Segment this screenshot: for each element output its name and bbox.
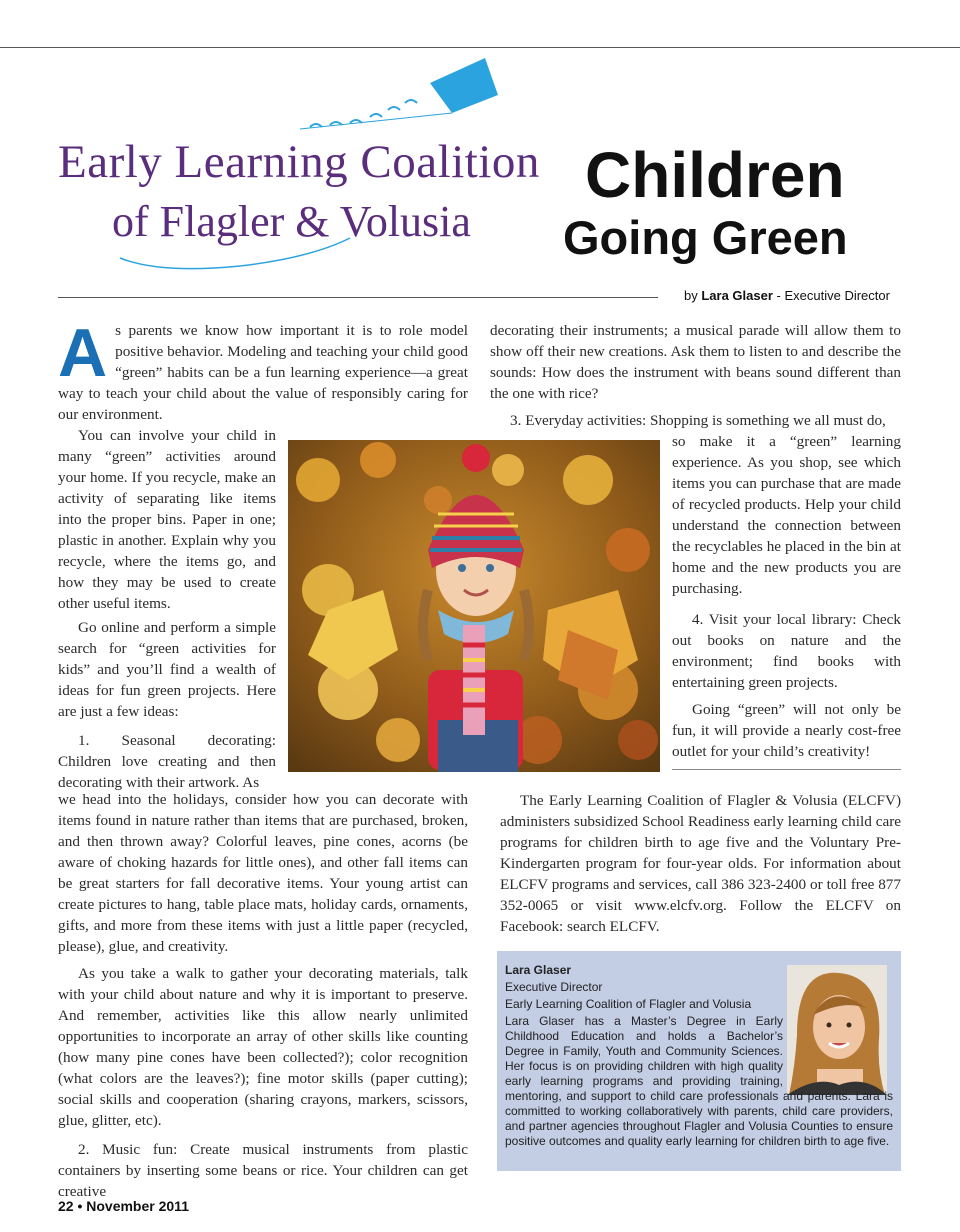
headline-line-1: Children xyxy=(585,139,845,211)
column-2-narrow xyxy=(672,431,901,762)
about-text: The Early Learning Coalition of Flagler & Volusia (ELCFV) administers subsidized School Readiness early learning child care programs for children birth to age five and the Voluntary Pre-Kindergarten program for four-year olds. For information about ELCFV programs and services, call 386 323-2400 or toll free 877 352-0065 or visit www.elcfv.org. Follow the ELCFV on Facebook: search ELCFV. xyxy=(500,792,901,935)
byline-rule xyxy=(58,297,658,298)
idea-1-body: we head into the holidays, consider how you can decorate with items found in nature rather than items that are purchased, broken, and then thrown away? Colorful leaves, pine cones, acorns (be aware of choking hazards for little ones), and other fall items can be great starters for fall decorative items. Your young artist can create pictures to hang, table place mats, holiday cards, ornaments, gifts, and more from these items with just a little paper (recycled, please), glue, and creativity. xyxy=(58,791,468,955)
paragraph-search: Go online and perform a simple search for “green activities for kids” and you’ll find a wealth of ideas for fun green projects. Here are just a few ideas: xyxy=(58,619,276,720)
kite-icon xyxy=(290,55,510,145)
bio-body: Lara Glaser has a Master’s Degree in Early Childhood Education and holds a Bachelor’s Degree in Family, Youth and Community Sciences. Her focus is on providing children with high quality early learning programs and providing training, mentoring, and support to child care professionals and parents. Lara is committed to working collaboratively with parents, child care providers, and partner agencies throughout Flagler and Volusia Counties to ensure positive outcomes and quality early learning for children birth to age five. xyxy=(505,1014,893,1148)
logo-line-1: Early Learning Coalition xyxy=(58,136,540,188)
column-2-top xyxy=(490,320,901,431)
column-1-bottom xyxy=(58,789,468,1202)
byline-prefix: by xyxy=(684,288,698,303)
column-1-narrow xyxy=(58,425,276,793)
author-bio xyxy=(505,963,893,1149)
byline xyxy=(684,288,890,303)
child-autumn-leaves-photo xyxy=(288,440,660,772)
idea-1-lead: Seasonal decorating: Children love creating and then decorating with their artwork. As xyxy=(58,732,276,791)
closing-paragraph: Going “green” will not only be fun, it will provide a nearly cost-free outlet for your child’s creativity! xyxy=(672,701,901,760)
idea-4-text: Visit your local library: Check out books on nature and the environment; find books with entertaining green projects. xyxy=(672,611,901,691)
idea-3-body: so make it a “green” learning experience. As you shop, see which items you can purchase that are made of recycled products. Help your child understand the connection between the recyclables he placed in the bin at home and the new products you are purchasing. xyxy=(672,433,901,597)
intro-text: s parents we know how important it is to role model positive behavior. Modeling and teaching your child good “green” habits can be a fun learning experience—a great way to teach your child about the value of responsibly caring for our environment. xyxy=(58,322,468,423)
about-elcfv xyxy=(500,790,901,937)
idea-1-head xyxy=(58,730,276,793)
page-footer: 22 • November 2011 xyxy=(58,1198,189,1214)
logo-swoosh xyxy=(110,232,370,272)
closing-rule xyxy=(672,769,901,770)
bio-name: Lara Glaser xyxy=(505,963,572,977)
byline-role: - Executive Director xyxy=(776,288,890,303)
bio-title: Executive Director xyxy=(505,980,603,994)
idea-1-number: 1. xyxy=(78,732,90,749)
idea-2-text: Music fun: Create musical instruments from plastic containers by inserting some beans or rice. Your children can get creative xyxy=(58,1141,469,1200)
idea-4-number: 4. xyxy=(692,611,704,628)
paragraph-walk: As you take a walk to gather your decorating materials, talk with your child about nature and why it is important to preserve. And remember, activities like this allow nearly unlimited opportunities to incorporate an array of other skills like counting (how many pine cones have been collected?); color recognition (what colors are the leaves?); fine motor skills (paper cutting); social skills and cooperation (sharing crayons, markers, scissors, glue, glitter, etc). xyxy=(58,965,468,1129)
headline-line-2: Going Green xyxy=(563,211,848,264)
idea-2-continued: decorating their instruments; a musical parade will allow them to show off their new creations. Ask them to listen to and describe the sounds: How does the instrument with beans sound different than the one with rice? xyxy=(490,322,901,402)
idea-4 xyxy=(672,609,901,693)
logo-line-2: of Flagler & Volusia xyxy=(112,197,471,246)
idea-2 xyxy=(58,1139,468,1202)
idea-2-number: 2. xyxy=(78,1141,90,1158)
byline-author: Lara Glaser xyxy=(701,288,773,303)
coalition-logo xyxy=(0,0,540,280)
idea-3-lead: 3. Everyday activities: Shopping is something we all must do, xyxy=(510,412,886,429)
intro-paragraph xyxy=(58,315,468,425)
bio-org: Early Learning Coalition of Flagler and Volusia xyxy=(505,997,752,1011)
paragraph-recycle: You can involve your child in many “green” activities around your home. If you recycle, make an activity of separating like items into the proper bins. Paper in one; plastic in another. Explain why you recycle, where the items go, and how they may be used to create other useful items. xyxy=(58,427,276,612)
drop-cap: A xyxy=(58,315,108,391)
bio-float-spacer xyxy=(783,1014,893,1089)
author-bio-box xyxy=(497,951,901,1171)
